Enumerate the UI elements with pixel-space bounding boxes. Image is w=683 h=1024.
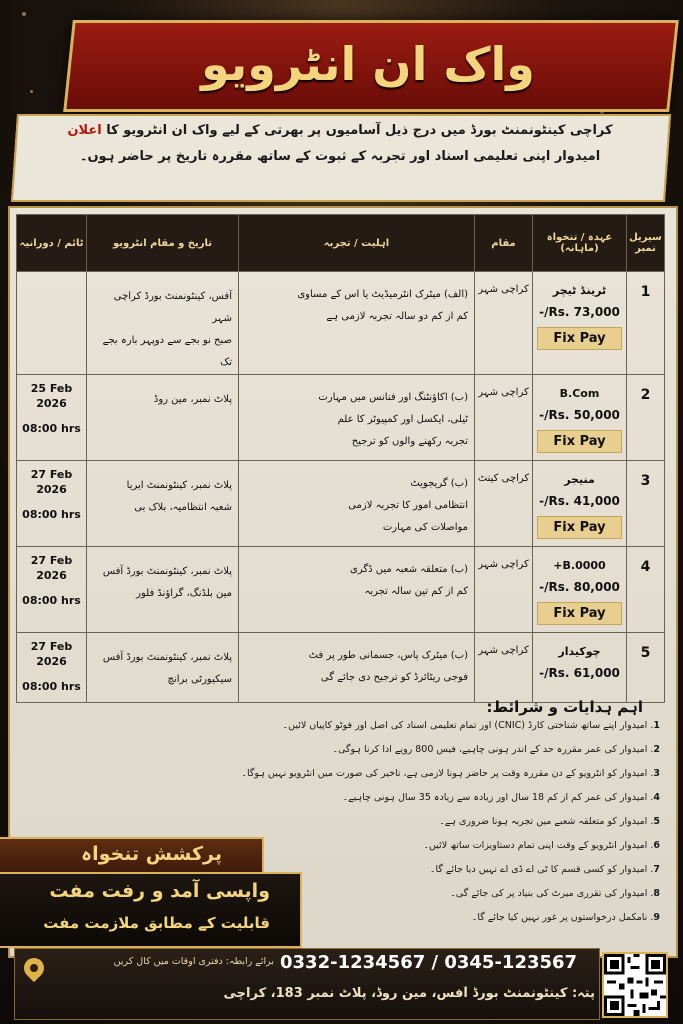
instruction-item: 6. امیدوار انٹرویو کے وقت اپنی تمام دستاویزات ساتھ لائیں۔ (423, 840, 660, 851)
row-date (17, 375, 87, 461)
instructions-heading: اہم ہدایات و شرائط: (486, 698, 643, 716)
table-row (17, 461, 665, 547)
fix-pay-badge: Fix Pay (537, 430, 622, 453)
instruction-item: 2. امیدوار کی عمر مقررہ حد کے اندر ہونی چاہیے، فیس 800 روپے ادا کرنا ہوگی۔ (332, 744, 660, 755)
header-place: مقام (475, 215, 533, 272)
position-salary: Rs. 80,000/- (539, 580, 620, 594)
interview-time: 08:00 hrs (22, 422, 81, 435)
row-place: کراچی کینٹ (475, 461, 533, 547)
instruction-item: 8. امیدوار کی تقرری میرٹ کی بنیاد پر کی جائے گی۔ (450, 888, 660, 899)
intro-line1: کراچی کینٹونمنٹ بورڈ میں درج ذیل آسامیوں پر بھرتی کے لیے واک ان انٹرویو کا (106, 123, 613, 138)
row-sn: 2 (627, 375, 665, 461)
position-title: منیجر (564, 473, 595, 486)
header-location: تاریخ و مقام انٹرویو (87, 215, 239, 272)
interview-time: 08:00 hrs (22, 594, 81, 607)
row-location (87, 633, 239, 703)
row-place: کراچی شہر (475, 375, 533, 461)
qr-code-icon[interactable] (602, 952, 668, 1018)
qualification-line: کم از کم دو سالہ تجربہ لازمی ہے (326, 311, 468, 322)
page-title: واک ان انٹرویو (201, 37, 535, 91)
benefits-line2: قابلیت کے مطابق ملازمت مفت (43, 914, 270, 932)
row-date (17, 272, 87, 375)
location-line: پلاٹ نمبر، مین روڈ (153, 394, 232, 405)
location-line: پلاٹ نمبر، کینٹونمنٹ بورڈ آفس (102, 652, 232, 663)
row-qualification (239, 461, 475, 547)
qualification-line: تجربہ رکھنے والوں کو ترجیح (351, 436, 468, 447)
row-date (17, 547, 87, 633)
position-title: B.0000+ (553, 559, 606, 572)
row-date (17, 633, 87, 703)
location-line: پلاٹ نمبر، کینٹونمنٹ بورڈ آفس (102, 566, 232, 577)
location-line: مین بلڈنگ، گراؤنڈ فلور (136, 588, 232, 599)
header-sn: سیریل نمبر (627, 215, 665, 272)
qualification-line: مواصلات کی مہارت (382, 522, 468, 533)
instruction-item: 4. امیدوار کی عمر کم از کم 18 سال اور زیادہ سے زیادہ 35 سال ہونی چاہیے۔ (342, 792, 660, 803)
position-salary: Rs. 41,000/- (539, 494, 620, 508)
contact-phones[interactable]: 0332-1234567 / 0345-123567 (280, 952, 578, 973)
sparkle-decoration (30, 90, 33, 93)
interview-time: 08:00 hrs (22, 680, 81, 693)
fix-pay-badge: Fix Pay (537, 516, 622, 539)
table-row (17, 272, 665, 375)
position-salary: Rs. 73,000/- (539, 305, 620, 319)
qualification-line: کم از کم تین سالہ تجربہ (364, 586, 468, 597)
interview-date: 27 Feb 2026 (30, 554, 73, 582)
interview-time: 08:00 hrs (22, 508, 81, 521)
instruction-item: 5. امیدوار کو متعلقہ شعبے میں تجربہ ہونا ضروری ہے۔ (439, 816, 660, 827)
phone-note: برائے رابطہ: دفتری اوقات میں کال کریں (113, 956, 274, 967)
position-salary: Rs. 61,000/- (539, 666, 620, 680)
location-line: شعبہ انتظامیہ، بلاک بی (134, 502, 232, 513)
position-title: ٹرینڈ ٹیچر (552, 284, 607, 297)
header-position: عہدہ / تنخواہ (ماہانہ) (533, 215, 627, 272)
row-place: کراچی شہر (475, 272, 533, 375)
location-line: صبح نو بجے سے دوپہر بارہ بجے تک (102, 335, 232, 368)
row-position (533, 461, 627, 547)
header-date: ٹائم / دورانیہ (17, 215, 87, 272)
location-line: پلاٹ نمبر، کینٹونمنٹ ایریا (126, 480, 232, 491)
row-sn: 5 (627, 633, 665, 703)
location-line: سیکیورٹی برانچ (167, 674, 232, 685)
intro-text (30, 118, 650, 198)
instruction-item: 1. امیدوار اپنے ساتھ شناختی کارڈ (CNIC) اور تمام تعلیمی اسناد کی اصل اور فوٹو کاپیاں لائیں۔ (282, 720, 660, 731)
office-address: پتہ: کینٹونمنٹ بورڈ آفس، مین روڈ، پلاٹ نمبر 183، کراچی (223, 986, 595, 1001)
instruction-item: 9. نامکمل درخواستوں پر غور نہیں کیا جائے گا۔ (471, 912, 660, 923)
benefits-line1: واپسی آمد و رفت مفت (49, 880, 270, 902)
row-sn: 3 (627, 461, 665, 547)
position-salary: Rs. 50,000/- (539, 408, 620, 422)
table-row (17, 633, 665, 703)
row-position (533, 375, 627, 461)
qualification-line: (الف) میٹرک انٹرمیڈیٹ یا اس کے مساوی (297, 289, 468, 300)
instruction-item: 3. امیدوار کو انٹرویو کے دن مقررہ وقت پر حاضر ہونا لازمی ہے، تاخیر کی صورت میں انٹرویو نہیں ہوگا۔ (241, 768, 660, 779)
sparkle-decoration (22, 12, 26, 16)
row-location (87, 461, 239, 547)
qualification-line: ٹیلی، ایکسل اور کمپیوٹر کا علم (337, 414, 468, 425)
row-location (87, 547, 239, 633)
row-qualification (239, 633, 475, 703)
row-location (87, 272, 239, 375)
row-date (17, 461, 87, 547)
row-position (533, 547, 627, 633)
table-row (17, 375, 665, 461)
row-qualification (239, 272, 475, 375)
row-place: کراچی شہر (475, 547, 533, 633)
header-qualification: اہلیت / تجربہ (239, 215, 475, 272)
jobs-table (16, 214, 665, 703)
table-row (17, 547, 665, 633)
qualification-line: انتظامی امور کا تجربہ لازمی (348, 500, 468, 511)
interview-date: 27 Feb 2026 (30, 468, 73, 496)
table-header-row (17, 215, 665, 272)
interview-date: 25 Feb 2026 (30, 382, 73, 410)
intro-highlight: اعلان (67, 123, 102, 138)
fix-pay-badge: Fix Pay (537, 602, 622, 625)
row-location (87, 375, 239, 461)
instruction-item: 7. امیدوار کو کسی قسم کا ٹی اے ڈی اے نہیں دیا جائے گا۔ (429, 864, 660, 875)
row-position (533, 633, 627, 703)
qualification-line: (ب) اکاؤنٹنگ اور فنانس میں مہارت (318, 392, 468, 403)
interview-date: 27 Feb 2026 (30, 640, 73, 668)
benefits-ribbon (0, 872, 302, 948)
position-title: B.Com (559, 387, 600, 400)
qualification-line: (ب) میٹرک پاس، جسمانی طور پر فٹ (308, 650, 468, 661)
qualification-line: (ب) گریجویٹ (410, 478, 468, 489)
row-place: کراچی شہر (475, 633, 533, 703)
intro-line2: امیدوار اپنی تعلیمی اسناد اور تجربہ کے ثبوت کے ساتھ مقررہ تاریخ پر حاضر ہوں۔ (79, 149, 601, 164)
row-sn: 4 (627, 547, 665, 633)
row-qualification (239, 547, 475, 633)
salary-ribbon-label: پرکشش تنخواہ (81, 843, 222, 865)
row-qualification (239, 375, 475, 461)
qualification-line: فوجی ریٹائرڈ کو ترجیح دی جائے گی (320, 672, 468, 683)
qualification-line: (ب) متعلقہ شعبہ میں ڈگری (350, 564, 468, 575)
position-title: چوکیدار (558, 645, 601, 658)
row-position (533, 272, 627, 375)
fix-pay-badge: Fix Pay (537, 327, 622, 350)
salary-ribbon (0, 837, 264, 877)
location-line: آفس، کینٹونمنٹ بورڈ کراچی شہر (113, 291, 232, 324)
qr-code-graphic (604, 954, 666, 1016)
row-sn: 1 (627, 272, 665, 375)
